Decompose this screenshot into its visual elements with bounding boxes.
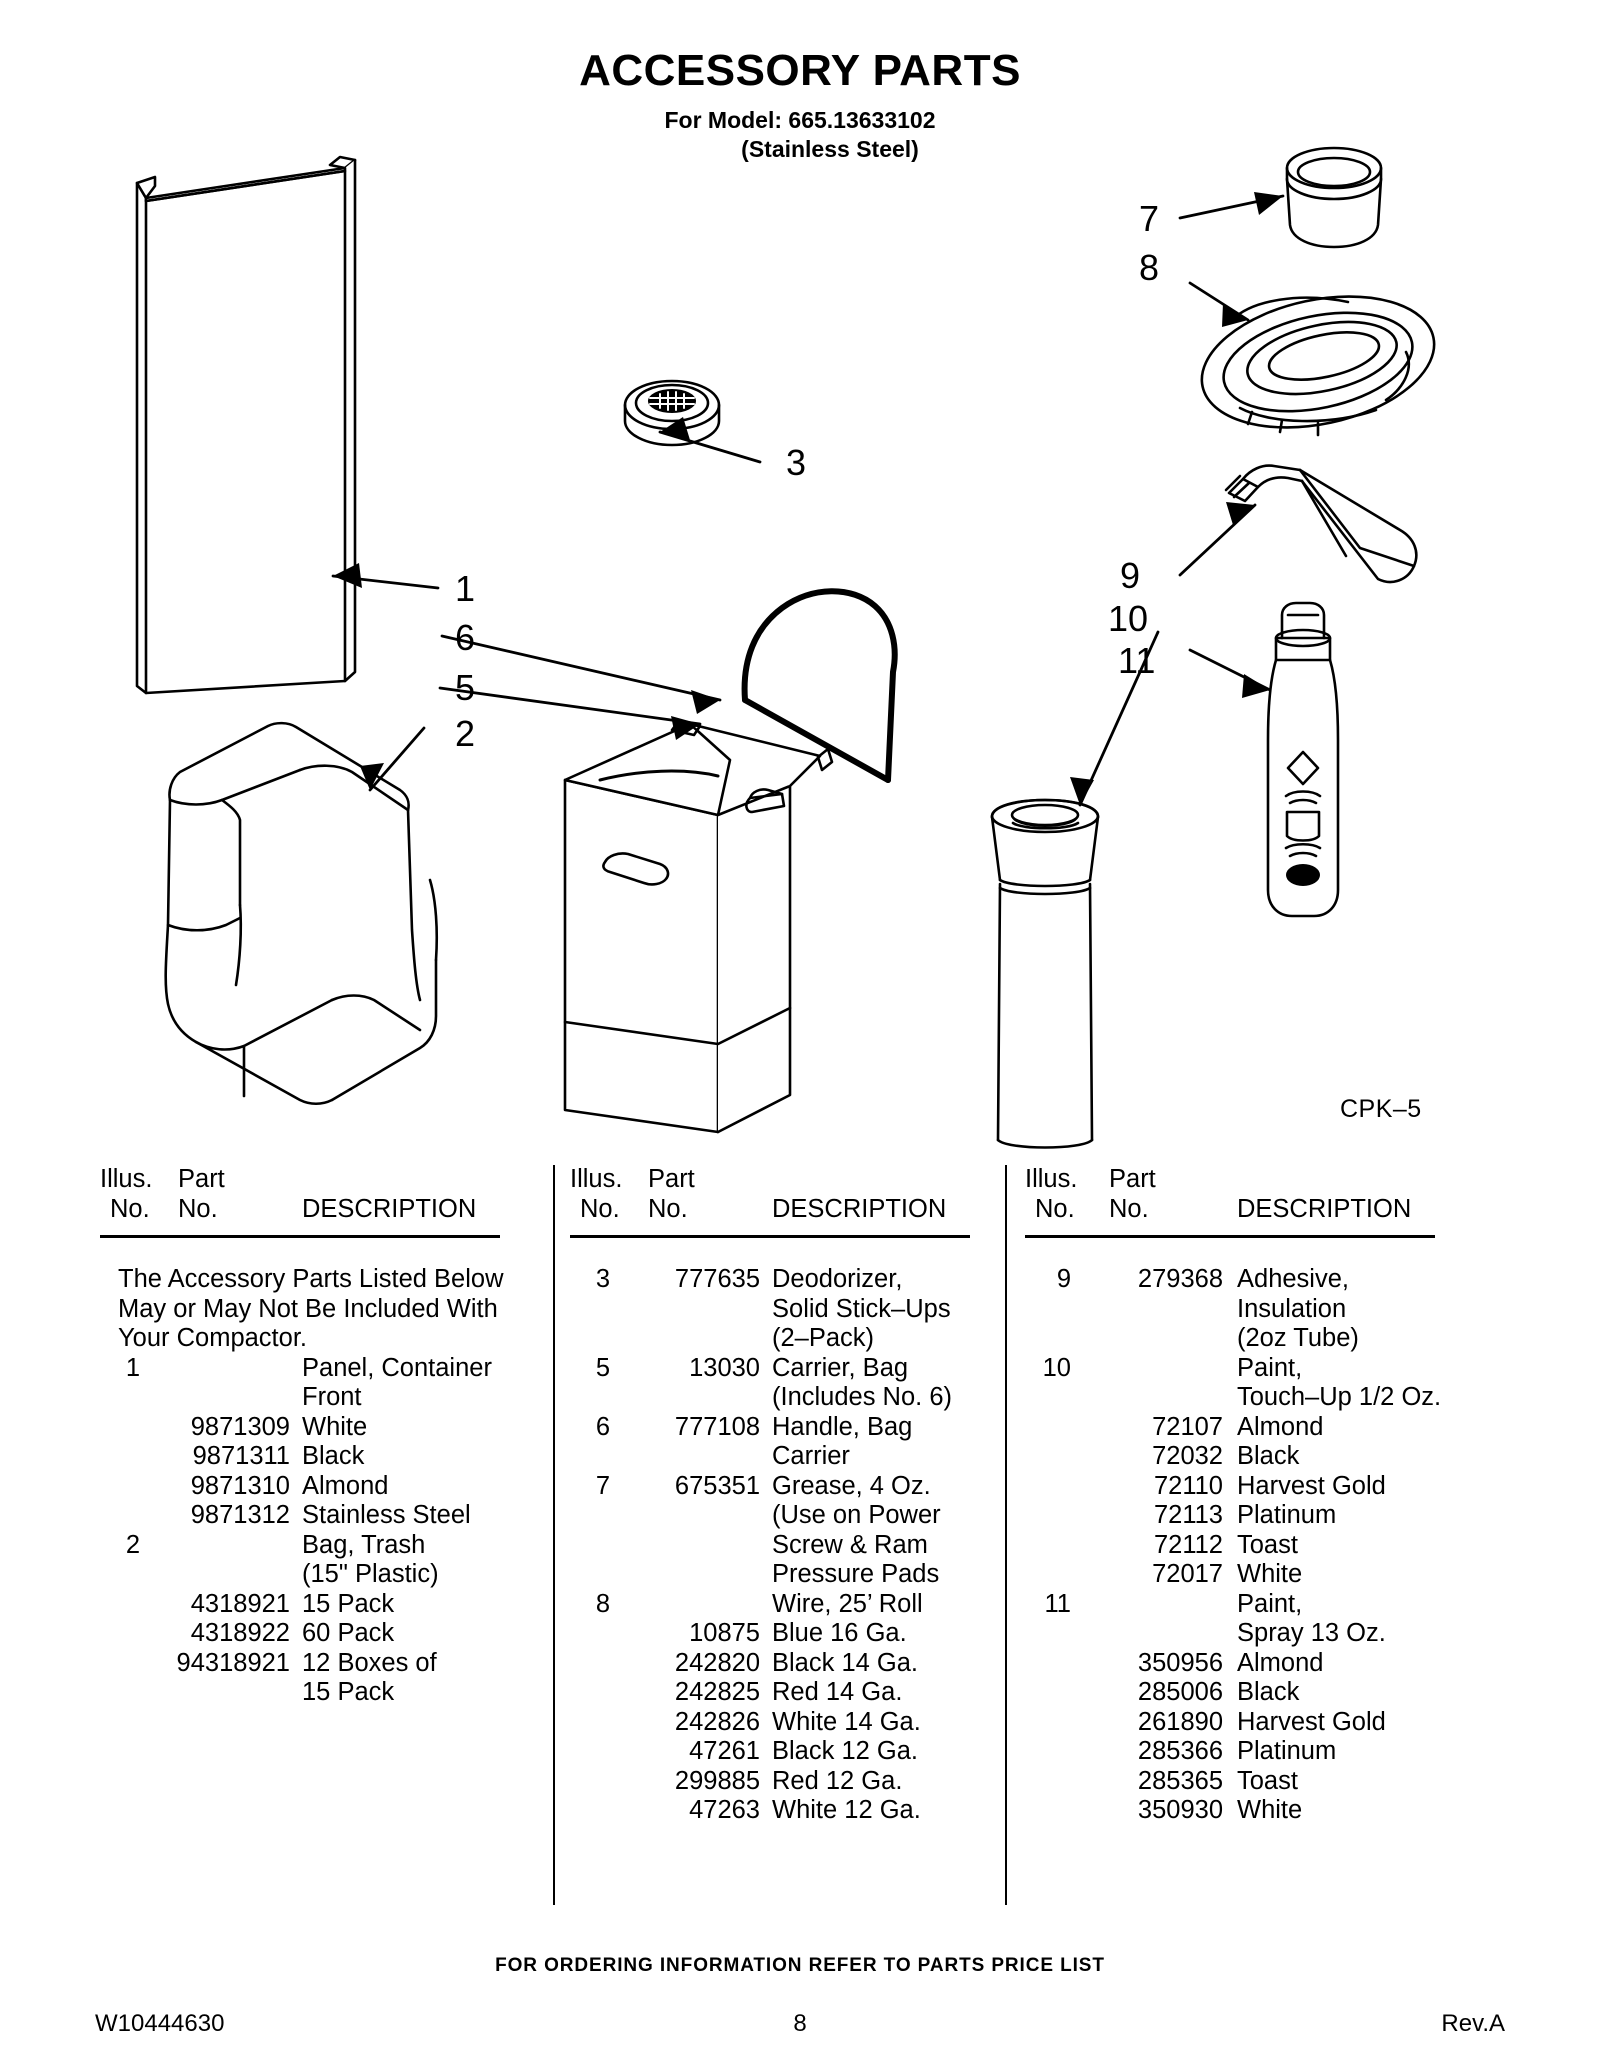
part-no-cell: 9871309 bbox=[190, 1412, 290, 1441]
container-front-panel-illustration bbox=[137, 157, 355, 693]
header-illus-line2: No. bbox=[110, 1195, 150, 1223]
illus-no-cell: 6 bbox=[595, 1412, 610, 1441]
part-no-cell: 72107 bbox=[1152, 1412, 1223, 1441]
column-2 bbox=[570, 1165, 1010, 1826]
illus-no-cell: 1 bbox=[125, 1353, 140, 1382]
illus-no-cell: 9 bbox=[1056, 1265, 1071, 1293]
table-row bbox=[570, 1708, 1010, 1738]
table-row bbox=[1025, 1560, 1485, 1590]
description-cell: White 12 Ga. bbox=[772, 1796, 921, 1824]
adhesive-tube-illustration bbox=[1226, 466, 1416, 582]
table-row bbox=[1025, 1737, 1485, 1767]
column-2-header bbox=[570, 1165, 1010, 1245]
header-rule bbox=[570, 1235, 970, 1238]
callout-3: 3 bbox=[786, 442, 807, 483]
description-cell: Insulation bbox=[1237, 1294, 1347, 1323]
description-cell: Black bbox=[302, 1442, 365, 1470]
table-row bbox=[1025, 1324, 1485, 1354]
illus-no-cell: 11 bbox=[1044, 1589, 1071, 1618]
description-cell: Adhesive, bbox=[1237, 1265, 1349, 1293]
table-row bbox=[1025, 1265, 1485, 1295]
header-rule bbox=[1025, 1235, 1435, 1238]
part-no-cell: 72032 bbox=[1152, 1442, 1223, 1470]
page-number: 8 bbox=[793, 2010, 807, 2037]
table-row bbox=[100, 1619, 540, 1649]
column-1-header bbox=[100, 1165, 540, 1245]
part-no-cell: 261890 bbox=[1137, 1707, 1223, 1736]
table-row bbox=[1025, 1796, 1485, 1826]
table-row bbox=[1025, 1531, 1485, 1561]
description-cell: Grease, 4 Oz. bbox=[772, 1471, 931, 1500]
part-no-cell: 777108 bbox=[674, 1412, 760, 1441]
part-no-cell: 242825 bbox=[674, 1678, 760, 1706]
description-cell: Panel, Container bbox=[302, 1353, 492, 1382]
drawing-code: CPK–5 bbox=[1340, 1095, 1422, 1123]
table-row bbox=[570, 1590, 1010, 1620]
description-cell: Black 14 Ga. bbox=[772, 1648, 918, 1677]
description-cell: White 14 Ga. bbox=[772, 1707, 921, 1736]
table-row bbox=[1025, 1678, 1485, 1708]
table-row bbox=[1025, 1767, 1485, 1797]
description-cell: Carrier bbox=[772, 1442, 850, 1470]
table-row bbox=[570, 1265, 1010, 1295]
description-cell: 12 Boxes of bbox=[302, 1648, 437, 1677]
table-note-line bbox=[100, 1265, 540, 1295]
table-row bbox=[100, 1678, 540, 1708]
header-description: DESCRIPTION bbox=[1237, 1195, 1412, 1223]
description-cell: Platinum bbox=[1237, 1737, 1337, 1765]
table-row bbox=[100, 1590, 540, 1620]
description-cell: (15" Plastic) bbox=[302, 1560, 439, 1588]
header-illus-line1: Illus. bbox=[100, 1165, 153, 1193]
illus-no-cell: 3 bbox=[595, 1265, 610, 1293]
document-number: W10444630 bbox=[95, 2010, 225, 2037]
column-1 bbox=[100, 1165, 540, 1708]
parts-table bbox=[0, 1165, 1600, 1925]
grease-tub-illustration bbox=[1287, 148, 1381, 247]
description-cell: Platinum bbox=[1237, 1501, 1337, 1529]
callout-5: 5 bbox=[455, 667, 476, 708]
table-row bbox=[570, 1383, 1010, 1413]
description-cell: White bbox=[1237, 1796, 1303, 1824]
description-cell: Almond bbox=[1237, 1648, 1324, 1677]
table-row bbox=[570, 1354, 1010, 1384]
description-cell: (Use on Power bbox=[772, 1501, 941, 1529]
callout-2: 2 bbox=[455, 713, 476, 754]
callout-8: 8 bbox=[1139, 247, 1160, 288]
wire-coil-illustration bbox=[1190, 277, 1447, 447]
table-row bbox=[1025, 1413, 1485, 1443]
column-3 bbox=[1025, 1165, 1485, 1826]
description-cell: (2–Pack) bbox=[772, 1324, 875, 1352]
callout-labels bbox=[455, 198, 1159, 754]
part-no-cell: 9871310 bbox=[190, 1471, 290, 1500]
table-row bbox=[570, 1678, 1010, 1708]
description-cell: Black bbox=[1237, 1442, 1300, 1470]
header-part-line1: Part bbox=[648, 1165, 695, 1193]
table-row bbox=[1025, 1649, 1485, 1679]
part-no-cell: 350930 bbox=[1137, 1796, 1223, 1824]
header-part-line1: Part bbox=[178, 1165, 225, 1193]
table-row bbox=[570, 1796, 1010, 1826]
note-text: The Accessory Parts Listed Below bbox=[118, 1265, 504, 1293]
part-no-cell: 47261 bbox=[689, 1737, 760, 1765]
table-row bbox=[100, 1472, 540, 1502]
part-no-cell: 9871312 bbox=[190, 1501, 290, 1529]
table-row bbox=[1025, 1295, 1485, 1325]
revision-label: Rev.A bbox=[1441, 2010, 1505, 2037]
ordering-information-note: FOR ORDERING INFORMATION REFER TO PARTS PRICE LIST bbox=[495, 1955, 1105, 1976]
description-cell: (Includes No. 6) bbox=[772, 1383, 952, 1411]
description-cell: (2oz Tube) bbox=[1237, 1324, 1359, 1352]
table-row bbox=[100, 1531, 540, 1561]
table-row bbox=[570, 1472, 1010, 1502]
table-row bbox=[570, 1531, 1010, 1561]
table-row bbox=[570, 1649, 1010, 1679]
description-cell: Red 12 Ga. bbox=[772, 1766, 903, 1795]
finish-line: (Stainless Steel) bbox=[741, 135, 919, 162]
illus-no-cell: 8 bbox=[595, 1589, 610, 1618]
note-text: Your Compactor. bbox=[118, 1324, 307, 1352]
description-cell: Toast bbox=[1237, 1530, 1298, 1559]
description-cell: 15 Pack bbox=[302, 1589, 395, 1618]
part-no-cell: 13030 bbox=[689, 1353, 760, 1382]
description-cell: Almond bbox=[1237, 1412, 1324, 1441]
table-row bbox=[100, 1560, 540, 1590]
description-cell: Pressure Pads bbox=[772, 1560, 940, 1588]
part-no-cell: 72112 bbox=[1153, 1530, 1223, 1559]
description-cell: 15 Pack bbox=[302, 1678, 395, 1706]
description-cell: Harvest Gold bbox=[1237, 1471, 1386, 1500]
table-row bbox=[570, 1619, 1010, 1649]
part-no-cell: 242826 bbox=[674, 1707, 760, 1736]
header-part-line2: No. bbox=[178, 1195, 218, 1223]
description-cell: Paint, bbox=[1237, 1353, 1303, 1382]
header-description: DESCRIPTION bbox=[302, 1195, 477, 1223]
description-cell: Spray 13 Oz. bbox=[1237, 1619, 1386, 1647]
model-line: For Model: 665.13633102 bbox=[664, 107, 936, 134]
description-cell: Handle, Bag bbox=[772, 1412, 913, 1441]
table-row bbox=[100, 1383, 540, 1413]
table-row bbox=[570, 1442, 1010, 1472]
note-text: May or May Not Be Included With bbox=[118, 1294, 498, 1323]
table-row bbox=[570, 1501, 1010, 1531]
table-row bbox=[570, 1767, 1010, 1797]
description-cell: Blue 16 Ga. bbox=[772, 1619, 907, 1647]
table-row bbox=[100, 1354, 540, 1384]
callout-1: 1 bbox=[455, 568, 476, 609]
table-note-line bbox=[100, 1295, 540, 1325]
touch-up-paint-bottle-illustration bbox=[1268, 603, 1338, 916]
part-no-cell: 675351 bbox=[674, 1471, 760, 1500]
description-cell: Almond bbox=[302, 1471, 389, 1500]
illus-no-cell: 2 bbox=[125, 1530, 140, 1559]
part-no-cell: 47263 bbox=[689, 1796, 760, 1824]
header-illus-line1: Illus. bbox=[570, 1165, 623, 1193]
column-divider-1 bbox=[553, 1165, 555, 1905]
column-3-rows bbox=[1025, 1245, 1485, 1826]
description-cell: Toast bbox=[1237, 1766, 1298, 1795]
part-no-cell: 299885 bbox=[674, 1766, 760, 1795]
table-row bbox=[1025, 1354, 1485, 1384]
description-cell: White bbox=[302, 1412, 368, 1441]
table-row bbox=[570, 1324, 1010, 1354]
part-no-cell: 350956 bbox=[1137, 1648, 1223, 1677]
table-row bbox=[1025, 1472, 1485, 1502]
callout-10: 10 bbox=[1108, 598, 1149, 639]
table-row bbox=[1025, 1383, 1485, 1413]
description-cell: Deodorizer, bbox=[772, 1265, 903, 1293]
table-row bbox=[1025, 1590, 1485, 1620]
table-row bbox=[100, 1649, 540, 1679]
part-no-cell: 279368 bbox=[1137, 1265, 1223, 1293]
header-illus-line2: No. bbox=[1035, 1195, 1075, 1223]
table-row bbox=[1025, 1501, 1485, 1531]
callout-9: 9 bbox=[1120, 555, 1141, 596]
description-cell: Paint, bbox=[1237, 1589, 1303, 1618]
description-cell: Solid Stick–Ups bbox=[772, 1294, 951, 1323]
header-part-line2: No. bbox=[648, 1195, 688, 1223]
header-description: DESCRIPTION bbox=[772, 1195, 947, 1223]
callout-7: 7 bbox=[1139, 198, 1160, 239]
column-2-rows bbox=[570, 1245, 1010, 1826]
part-no-cell: 285365 bbox=[1137, 1766, 1223, 1795]
part-no-cell: 72017 bbox=[1152, 1560, 1223, 1588]
description-cell: Stainless Steel bbox=[302, 1501, 471, 1529]
part-no-cell: 285366 bbox=[1137, 1737, 1223, 1765]
table-note-line bbox=[100, 1324, 540, 1354]
description-cell: Bag, Trash bbox=[302, 1530, 426, 1559]
description-cell: Black 12 Ga. bbox=[772, 1737, 918, 1765]
description-cell: Red 14 Ga. bbox=[772, 1678, 903, 1706]
callout-6: 6 bbox=[455, 617, 476, 658]
part-no-cell: 4318921 bbox=[190, 1589, 290, 1618]
spray-paint-can-illustration bbox=[992, 800, 1098, 1148]
trash-bag-illustration bbox=[166, 723, 437, 1104]
table-row bbox=[570, 1413, 1010, 1443]
illus-no-cell: 10 bbox=[1042, 1353, 1071, 1382]
table-row bbox=[1025, 1442, 1485, 1472]
table-row bbox=[1025, 1619, 1485, 1649]
description-cell: Screw & Ram bbox=[772, 1530, 928, 1559]
part-no-cell: 242820 bbox=[674, 1648, 760, 1677]
header-part-line1: Part bbox=[1109, 1165, 1156, 1193]
table-row bbox=[100, 1413, 540, 1443]
part-no-cell: 9871311 bbox=[192, 1442, 290, 1470]
part-no-cell: 10875 bbox=[689, 1619, 760, 1647]
table-row bbox=[1025, 1708, 1485, 1738]
illus-no-cell: 5 bbox=[595, 1353, 610, 1382]
callout-11: 11 bbox=[1118, 640, 1156, 681]
header-rule bbox=[100, 1235, 500, 1238]
part-no-cell: 94318921 bbox=[176, 1648, 290, 1677]
table-row bbox=[100, 1501, 540, 1531]
description-cell: Harvest Gold bbox=[1237, 1707, 1386, 1736]
part-no-cell: 72110 bbox=[1153, 1471, 1223, 1500]
description-cell: Wire, 25’ Roll bbox=[772, 1589, 923, 1618]
description-cell: Carrier, Bag bbox=[772, 1353, 909, 1382]
bag-carrier-illustration bbox=[565, 591, 895, 1132]
description-cell: Touch–Up 1/2 Oz. bbox=[1237, 1383, 1442, 1411]
table-row bbox=[570, 1560, 1010, 1590]
description-cell: Black bbox=[1237, 1678, 1300, 1706]
header-part-line2: No. bbox=[1109, 1195, 1149, 1223]
part-no-cell: 777635 bbox=[674, 1265, 760, 1293]
table-row bbox=[570, 1737, 1010, 1767]
table-row bbox=[100, 1442, 540, 1472]
part-no-cell: 4318922 bbox=[190, 1619, 290, 1647]
column-3-header bbox=[1025, 1165, 1485, 1245]
page-title: ACCESSORY PARTS bbox=[579, 46, 1021, 95]
part-no-cell: 72113 bbox=[1153, 1501, 1223, 1529]
header-illus-line2: No. bbox=[580, 1195, 620, 1223]
header-illus-line1: Illus. bbox=[1025, 1165, 1078, 1193]
description-cell: White bbox=[1237, 1560, 1303, 1588]
description-cell: Front bbox=[302, 1383, 362, 1411]
column-1-rows bbox=[100, 1245, 540, 1708]
illus-no-cell: 7 bbox=[595, 1471, 610, 1500]
table-row bbox=[570, 1295, 1010, 1325]
description-cell: 60 Pack bbox=[302, 1619, 395, 1647]
part-no-cell: 285006 bbox=[1137, 1678, 1223, 1706]
